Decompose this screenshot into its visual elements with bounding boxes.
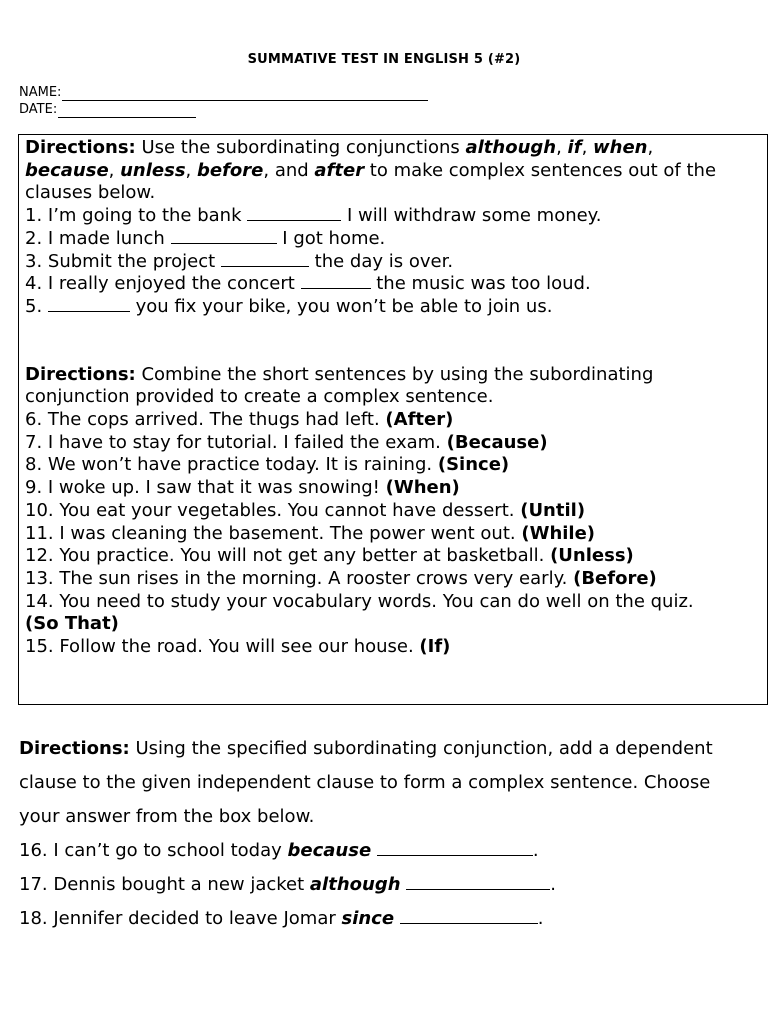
directions-label: Directions: <box>25 363 136 385</box>
question-text: 14. You need to study your vocabulary words. You can do well on the quiz. <box>25 590 694 612</box>
question-text: 10. You eat your vegetables. You cannot have dessert. <box>25 499 521 521</box>
question-item <box>25 545 761 568</box>
question-item <box>25 273 761 296</box>
punctuation: , <box>556 137 568 158</box>
part3-section <box>19 737 759 941</box>
question-text: 7. I have to stay for tutorial. I failed the exam. <box>25 431 447 453</box>
conjunction-hint: (Because) <box>446 431 548 453</box>
question-item <box>25 568 761 591</box>
question-item <box>19 839 759 863</box>
question-item <box>19 907 759 931</box>
conjunction-hint: (If) <box>419 636 451 658</box>
question-text: 12. You practice. You will not get any better at basketball. <box>25 545 551 567</box>
part3-directions <box>19 737 759 761</box>
directions-text: Combine the short sentences by using the subordinating conjunction provided to create a complex sentence. <box>25 363 654 408</box>
question-text: 3. Submit the project <box>25 250 221 272</box>
name-field <box>19 85 428 101</box>
conjunction-hint: (So That) <box>25 613 119 635</box>
conjunction-hint: (Until) <box>520 499 586 521</box>
conjunction-hint: (After) <box>385 409 454 431</box>
question-item <box>25 205 761 228</box>
punctuation: . <box>537 908 544 929</box>
part1-directions <box>25 137 761 182</box>
conjunction-hint: (Since) <box>437 454 510 476</box>
answer-blank[interactable] <box>406 874 550 890</box>
question-item <box>25 228 761 251</box>
conjunction: although <box>309 874 401 895</box>
part2-directions <box>25 364 761 409</box>
conjunction: because <box>25 159 109 181</box>
question-text: 2. I made lunch <box>25 227 171 249</box>
question-item <box>25 591 761 636</box>
question-item <box>19 873 759 897</box>
part1-directions-end: clauses below. <box>25 182 156 204</box>
conjunction-hint: (Unless) <box>550 545 634 567</box>
conjunction: since <box>341 908 395 929</box>
question-item <box>25 477 761 500</box>
question-text: 8. We won’t have practice today. It is raining. <box>25 454 438 476</box>
name-answer-line <box>62 88 428 101</box>
conjunction: after <box>314 159 365 181</box>
answer-blank[interactable] <box>377 840 533 856</box>
question-text: 16. I can’t go to school today <box>19 840 288 861</box>
answer-blank[interactable] <box>171 228 277 244</box>
question-item <box>25 296 761 319</box>
question-text: you fix your bike, you won’t be able to join us. <box>129 295 553 317</box>
punctuation: , <box>108 159 121 181</box>
question-item <box>25 636 761 659</box>
question-text: 5. <box>25 295 48 317</box>
directions-text: Using the specified subordinating conjunction, add a dependent <box>129 738 713 759</box>
question-text: 4. I really enjoyed the concert <box>25 273 301 295</box>
part3-directions-line: your answer from the box below. <box>19 806 315 827</box>
punctuation: , <box>185 159 197 181</box>
question-item <box>25 500 761 523</box>
section-spacer <box>25 319 761 364</box>
punctuation: . <box>532 840 539 861</box>
question-text: 13. The sun rises in the morning. A rooster crows very early. <box>25 567 574 589</box>
conjunction-hint: (Before) <box>573 567 657 589</box>
directions-text: to make complex sentences out of the <box>364 159 717 181</box>
date-answer-line <box>58 105 196 118</box>
directions-label: Directions: <box>25 137 136 158</box>
conjunction: unless <box>120 159 186 181</box>
question-text: the day is over. <box>308 250 454 272</box>
answer-blank[interactable] <box>221 251 309 267</box>
conjunction: when <box>593 137 648 158</box>
directions-label: Directions: <box>19 738 130 759</box>
exercise-box <box>18 134 768 705</box>
name-label: NAME: <box>19 85 62 100</box>
directions-text: Use the subordinating conjunctions <box>135 137 466 158</box>
question-text: 15. Follow the road. You will see our house. <box>25 636 420 658</box>
question-text: 1. I’m going to the bank <box>25 205 248 227</box>
question-text: the music was too loud. <box>370 273 591 295</box>
punctuation: , and <box>263 159 315 181</box>
answer-blank[interactable] <box>247 205 341 221</box>
answer-blank[interactable] <box>48 296 130 312</box>
answer-blank[interactable] <box>301 273 371 289</box>
question-item <box>25 523 761 546</box>
date-field <box>19 102 196 118</box>
part3-directions-line: clause to the given independent clause to form a complex sentence. Choose <box>19 772 711 793</box>
question-item <box>25 409 761 432</box>
question-text: 17. Dennis bought a new jacket <box>19 874 310 895</box>
answer-blank[interactable] <box>400 908 538 924</box>
worksheet-title: SUMMATIVE TEST IN ENGLISH 5 (#2) <box>247 52 521 67</box>
conjunction: although <box>465 137 557 158</box>
conjunction: if <box>567 137 582 158</box>
question-text: 11. I was cleaning the basement. The power went out. <box>25 522 522 544</box>
question-text: 9. I woke up. I saw that it was snowing! <box>25 477 386 499</box>
conjunction-hint: (While) <box>521 522 596 544</box>
date-label: DATE: <box>19 102 58 117</box>
conjunction: before <box>197 159 264 181</box>
question-item <box>25 251 761 274</box>
conjunction-hint: (When) <box>385 477 460 499</box>
conjunction: because <box>287 840 372 861</box>
question-text: 6. The cops arrived. The thugs had left. <box>25 409 386 431</box>
question-text: 18. Jennifer decided to leave Jomar <box>19 908 342 929</box>
question-text: I will withdraw some money. <box>341 205 602 227</box>
question-item <box>25 432 761 455</box>
question-text: I got home. <box>276 227 386 249</box>
punctuation: . <box>550 874 556 895</box>
punctuation: , <box>647 137 654 158</box>
question-item <box>25 454 761 477</box>
punctuation: , <box>581 137 594 158</box>
